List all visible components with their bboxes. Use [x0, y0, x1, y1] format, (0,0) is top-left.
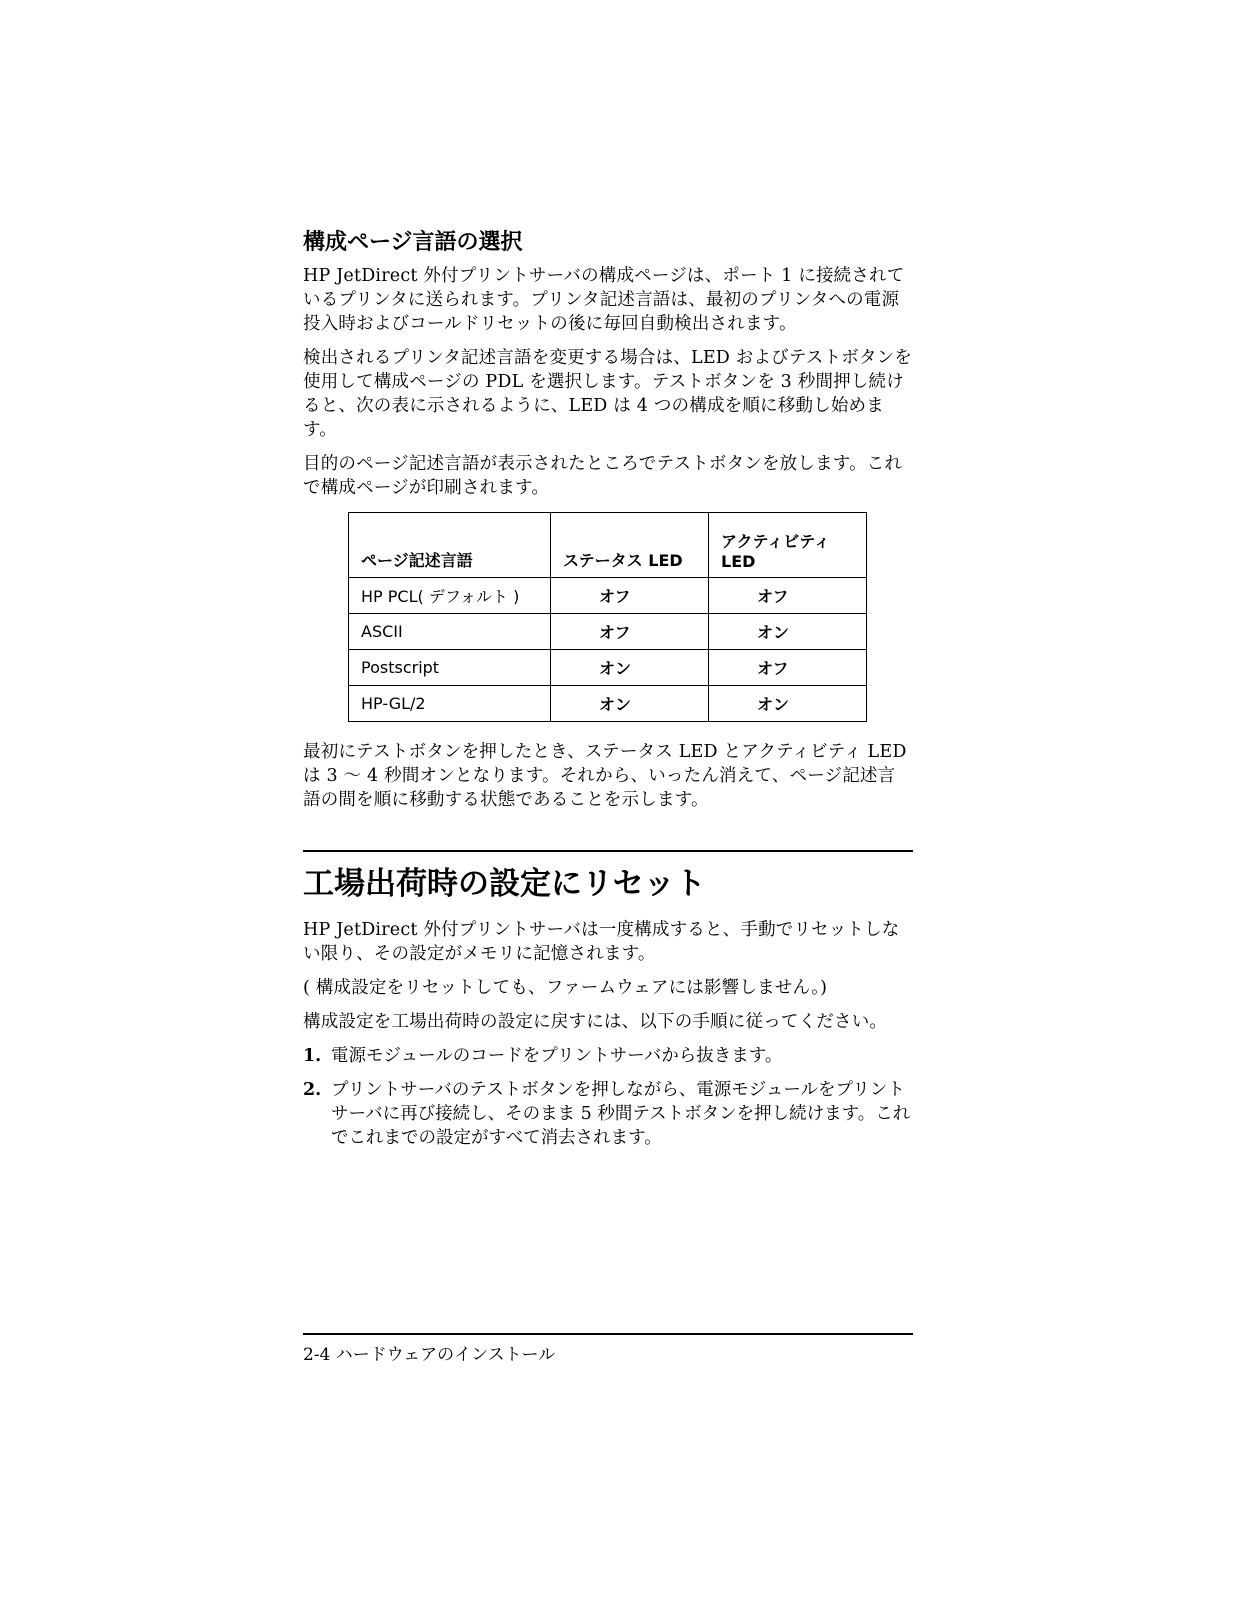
table-cell: オフ	[709, 650, 867, 686]
section-heading-config-page-language: 構成ページ言語の選択	[303, 230, 523, 255]
table-cell: HP-GL/2	[349, 686, 551, 722]
footer-divider	[303, 1333, 913, 1335]
list-item	[303, 1078, 913, 1150]
paragraph: 最初にテストボタンを押したとき、ステータス LED とアクティビティ LED は 3 〜 4 秒間オンとなります。それから、いったん消えて、ページ記述言語の間を順に移動する状態であることを示します。	[303, 742, 907, 810]
table-cell: オン	[709, 614, 867, 650]
reset-steps-list	[303, 1044, 913, 1150]
paragraph: 検出されるプリンタ記述言語を変更する場合は、LED およびテストボタンを使用して構成ページの PDL を選択します。テストボタンを 3 秒間押し続けると、次の表に示されるように、LED は 4 つの構成を順に移動し始めます。	[303, 348, 913, 440]
table-header-cell: ステータス LED	[551, 513, 709, 578]
section-heading-factory-reset: 工場出荷時の設定にリセット	[303, 866, 706, 902]
pdl-led-table	[348, 512, 867, 722]
table-cell: オフ	[709, 578, 867, 614]
table-cell: オン	[551, 686, 709, 722]
table-header-cell: ページ記述言語	[349, 513, 551, 578]
section-divider	[303, 850, 913, 852]
table-cell: ASCII	[349, 614, 551, 650]
table-row	[349, 614, 867, 650]
step-text: プリントサーバのテストボタンを押しながら、電源モジュールをプリントサーバに再び接続し、そのまま 5 秒間テストボタンを押し続けます。これでこれまでの設定がすべて消去されます。	[331, 1080, 911, 1148]
page-body	[303, 228, 913, 1160]
table-row	[349, 578, 867, 614]
step-text: 電源モジュールのコードをプリントサーバから抜きます。	[331, 1046, 783, 1066]
page-footer: 2-4 ハードウェアのインストール	[303, 1345, 556, 1365]
table-row	[349, 686, 867, 722]
paragraph: HP JetDirect 外付プリントサーバの構成ページは、ポート 1 に接続されているプリンタに送られます。プリンタ記述言語は、最初のプリンタへの電源投入時およびコールドリセットの後に毎回自動検出されます。	[303, 266, 905, 334]
table-cell: HP PCL( デフォルト )	[349, 578, 551, 614]
table-header-row	[349, 513, 867, 578]
list-item	[303, 1044, 913, 1068]
step-number: 1.	[303, 1046, 322, 1066]
table-cell: Postscript	[349, 650, 551, 686]
table-cell: オン	[709, 686, 867, 722]
table-header-cell: アクティビティ LED	[709, 513, 867, 578]
paragraph: 構成設定を工場出荷時の設定に戻すには、以下の手順に従ってください。	[303, 1012, 888, 1032]
table-cell: オフ	[551, 614, 709, 650]
step-number: 2.	[303, 1080, 322, 1100]
table-cell: オン	[551, 650, 709, 686]
table-cell: オフ	[551, 578, 709, 614]
table-row	[349, 650, 867, 686]
paragraph: ( 構成設定をリセットしても、ファームウェアには影響しません。)	[303, 978, 828, 998]
paragraph: HP JetDirect 外付プリントサーバは一度構成すると、手動でリセットしない限り、その設定がメモリに記憶されます。	[303, 920, 900, 964]
paragraph: 目的のページ記述言語が表示されたところでテストボタンを放します。これで構成ページが印刷されます。	[303, 454, 903, 498]
